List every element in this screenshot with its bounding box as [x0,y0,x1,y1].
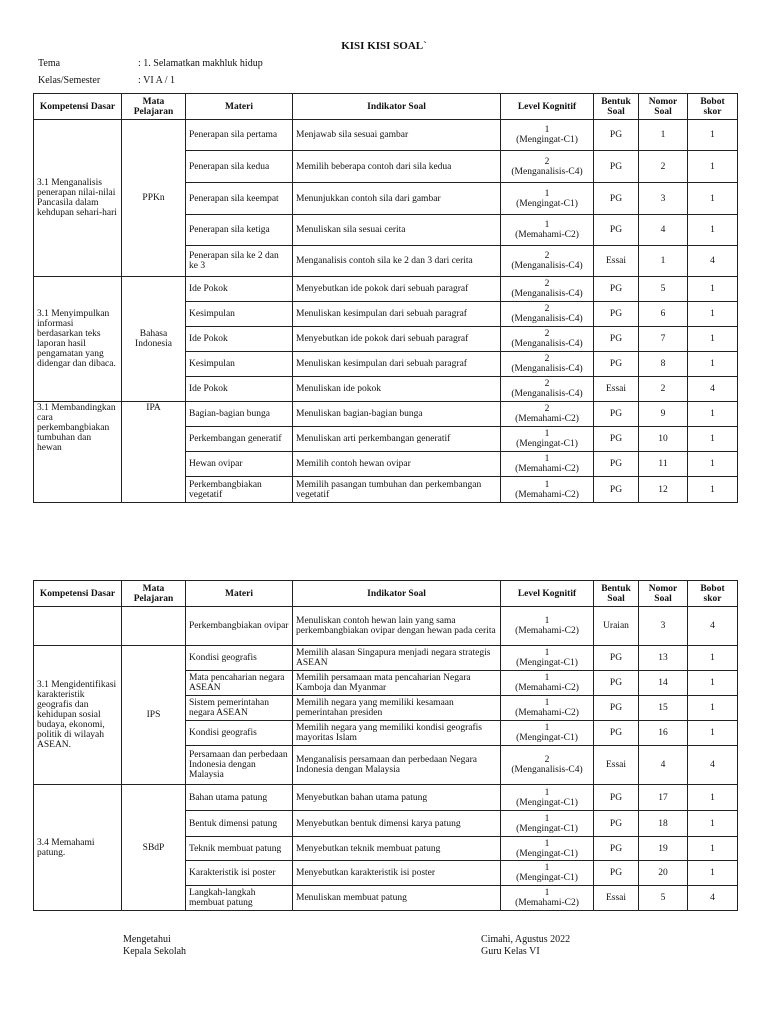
indikator-soal-cell: Memilih negara yang memiliki kondisi geografis mayoritas Islam [293,721,501,746]
level-kognitif-cell: 1 (Memahami-C2) [501,607,594,646]
indikator-soal-cell: Memilih persamaan mata pencaharian Negara Kamboja dan Myanmar [293,671,501,696]
materi-cell: Bahan utama patung [186,785,293,811]
materi-cell: Hewan ovipar [186,452,293,477]
meta-label: Kelas/Semester [38,75,101,86]
nomor-soal-cell: 3 [639,183,688,215]
bentuk-soal-cell: PG [594,837,639,861]
mata-pelajaran-cell: PPKn [122,120,186,277]
indikator-soal-cell: Memilih pasangan tumbuhan dan perkembangan vegetatif [293,477,501,503]
signature-right-line1: Cimahi, Agustus 2022 [481,934,571,945]
bentuk-soal-cell: PG [594,277,639,302]
level-kognitif-cell: 1 (Memahami-C2) [501,215,594,246]
bobot-skor-cell: 1 [688,277,738,302]
bentuk-soal-cell: PG [594,427,639,452]
nomor-soal-cell: 20 [639,861,688,886]
column-header: Mata Pelajaran [122,94,186,120]
indikator-soal-cell: Menuliskan kesimpulan dari sebuah paragraf [293,302,501,327]
bobot-skor-cell: 1 [688,646,738,671]
nomor-soal-cell: 10 [639,427,688,452]
nomor-soal-cell: 16 [639,721,688,746]
indikator-soal-cell: Menunjukkan contoh sila dari gambar [293,183,501,215]
level-kognitif-cell: 1 (Mengingat-C1) [501,837,594,861]
level-kognitif-cell: 2 (Menganalisis-C4) [501,377,594,402]
nomor-soal-cell: 15 [639,696,688,721]
bobot-skor-cell: 1 [688,696,738,721]
column-header: Indikator Soal [293,581,501,607]
nomor-soal-cell: 19 [639,837,688,861]
bentuk-soal-cell: PG [594,402,639,427]
nomor-soal-cell: 1 [639,120,688,151]
column-header: Nomor Soal [639,581,688,607]
materi-cell: Mata pencaharian negara ASEAN [186,671,293,696]
signature-left-line1: Mengetahui [123,934,171,945]
indikator-soal-cell: Memilih beberapa contoh dari sila kedua [293,151,501,183]
bobot-skor-cell: 1 [688,151,738,183]
bentuk-soal-cell: Uraian [594,607,639,646]
bobot-skor-cell: 1 [688,785,738,811]
bobot-skor-cell: 1 [688,402,738,427]
column-header: Bentuk Soal [594,581,639,607]
materi-cell: Kondisi geografis [186,721,293,746]
nomor-soal-cell: 6 [639,302,688,327]
materi-cell: Penerapan sila ke 2 dan ke 3 [186,246,293,277]
nomor-soal-cell: 4 [639,746,688,785]
table-row [34,646,738,671]
kompetensi-dasar-cell [34,607,122,646]
materi-cell: Kesimpulan [186,302,293,327]
table-row [34,402,738,427]
bentuk-soal-cell: PG [594,861,639,886]
column-header: Bentuk Soal [594,94,639,120]
signature-right [481,934,570,958]
level-kognitif-cell: 1 (Mengingat-C1) [501,861,594,886]
indikator-soal-cell: Menyebutkan ide pokok dari sebuah paragraf [293,327,501,352]
level-kognitif-cell: 1 (Mengingat-C1) [501,721,594,746]
indikator-soal-cell: Menuliskan ide pokok [293,377,501,402]
bentuk-soal-cell: PG [594,120,639,151]
level-kognitif-cell: 2 (Menganalisis-C4) [501,302,594,327]
column-header: Mata Pelajaran [122,581,186,607]
indikator-soal-cell: Menuliskan kesimpulan dari sebuah paragraf [293,352,501,377]
table-row [34,277,738,302]
bobot-skor-cell: 1 [688,811,738,837]
nomor-soal-cell: 5 [639,277,688,302]
bobot-skor-cell: 1 [688,302,738,327]
column-header: Level Kognitif [501,94,594,120]
mata-pelajaran-cell [122,607,186,646]
nomor-soal-cell: 8 [639,352,688,377]
materi-cell: Ide Pokok [186,327,293,352]
materi-cell: Ide Pokok [186,377,293,402]
level-kognitif-cell: 1 (Mengingat-C1) [501,120,594,151]
nomor-soal-cell: 9 [639,402,688,427]
nomor-soal-cell: 18 [639,811,688,837]
signature-left-line2: Kepala Sekolah [123,946,187,957]
nomor-soal-cell: 12 [639,477,688,503]
bentuk-soal-cell: Essai [594,746,639,785]
level-kognitif-cell: 1 (Mengingat-C1) [501,646,594,671]
materi-cell: Kondisi geografis [186,646,293,671]
nomor-soal-cell: 2 [639,151,688,183]
table-header-row [34,581,738,607]
materi-cell: Teknik membuat patung [186,837,293,861]
indikator-soal-cell: Memilih alasan Singapura menjadi negara strategis ASEAN [293,646,501,671]
level-kognitif-cell: 1 (Mengingat-C1) [501,811,594,837]
bobot-skor-cell: 1 [688,183,738,215]
meta-value: : 1. Selamatkan makhluk hidup [138,58,263,69]
nomor-soal-cell: 11 [639,452,688,477]
nomor-soal-cell: 13 [639,646,688,671]
bentuk-soal-cell: PG [594,151,639,183]
indikator-soal-cell: Menganalisis persamaan dan perbedaan Negara Indonesia dengan Malaysia [293,746,501,785]
bobot-skor-cell: 4 [688,246,738,277]
column-header: Indikator Soal [293,94,501,120]
indikator-soal-cell: Menyebutkan ide pokok dari sebuah paragraf [293,277,501,302]
column-header: Kompetensi Dasar [34,94,122,120]
bentuk-soal-cell: PG [594,646,639,671]
column-header: Bobot skor [688,581,738,607]
level-kognitif-cell: 1 (Mengingat-C1) [501,183,594,215]
table-row [34,607,738,646]
indikator-soal-cell: Memilih contoh hewan ovipar [293,452,501,477]
level-kognitif-cell: 2 (Memahami-C2) [501,402,594,427]
bentuk-soal-cell: Essai [594,246,639,277]
column-header: Materi [186,581,293,607]
kompetensi-dasar-cell: 3.1 Membandingkan cara perkembangbiakan tumbuhan dan hewan [34,402,122,503]
bentuk-soal-cell: PG [594,671,639,696]
level-kognitif-cell: 1 (Memahami-C2) [501,696,594,721]
level-kognitif-cell: 1 (Mengingat-C1) [501,427,594,452]
signature-left [123,934,186,958]
materi-cell: Penerapan sila ketiga [186,215,293,246]
indikator-soal-cell: Menuliskan membuat patung [293,886,501,911]
signature-right-line2: Guru Kelas VI [481,946,540,957]
bentuk-soal-cell: Essai [594,886,639,911]
mata-pelajaran-cell: SBdP [122,785,186,911]
kompetensi-dasar-cell: 3.4 Memahami patung. [34,785,122,911]
bobot-skor-cell: 1 [688,327,738,352]
materi-cell: Sistem pemerintahan negara ASEAN [186,696,293,721]
indikator-soal-cell: Menuliskan contoh hewan lain yang sama perkembangbiakan ovipar dengan hewan pada cerita [293,607,501,646]
table-body [34,607,738,911]
bentuk-soal-cell: PG [594,302,639,327]
indikator-soal-cell: Menyebutkan bahan utama patung [293,785,501,811]
column-header: Kompetensi Dasar [34,581,122,607]
materi-cell: Bentuk dimensi patung [186,811,293,837]
bentuk-soal-cell: PG [594,785,639,811]
materi-cell: Langkah-langkah membuat patung [186,886,293,911]
materi-cell: Penerapan sila pertama [186,120,293,151]
column-header: Materi [186,94,293,120]
indikator-soal-cell: Menyebutkan bentuk dimensi karya patung [293,811,501,837]
bobot-skor-cell: 1 [688,721,738,746]
meta-label: Tema [38,58,61,69]
bobot-skor-cell: 1 [688,861,738,886]
bobot-skor-cell: 1 [688,452,738,477]
mata-pelajaran-cell: IPS [122,646,186,785]
nomor-soal-cell: 2 [639,377,688,402]
materi-cell: Penerapan sila keempat [186,183,293,215]
level-kognitif-cell: 2 (Menganalisis-C4) [501,151,594,183]
column-header: Nomor Soal [639,94,688,120]
indikator-soal-cell: Menyebutkan karakteristik isi poster [293,861,501,886]
bobot-skor-cell: 1 [688,120,738,151]
bobot-skor-cell: 4 [688,746,738,785]
kompetensi-dasar-cell: 3.1 Menyimpulkan informasi berdasarkan teks laporan hasil pengamatan yang didengar dan dibaca. [34,277,122,402]
table-body [34,120,738,503]
nomor-soal-cell: 14 [639,671,688,696]
indikator-soal-cell: Menuliskan sila sesuai cerita [293,215,501,246]
indikator-soal-cell: Menuliskan arti perkembangan generatif [293,427,501,452]
bentuk-soal-cell: PG [594,452,639,477]
bobot-skor-cell: 4 [688,377,738,402]
nomor-soal-cell: 17 [639,785,688,811]
bobot-skor-cell: 1 [688,352,738,377]
kisi-kisi-table-1 [33,93,738,503]
bentuk-soal-cell: Essai [594,377,639,402]
materi-cell: Perkembangan generatif [186,427,293,452]
bobot-skor-cell: 1 [688,477,738,503]
materi-cell: Perkembangbiakan vegetatif [186,477,293,503]
mata-pelajaran-cell: Bahasa Indonesia [122,277,186,402]
bentuk-soal-cell: PG [594,721,639,746]
bentuk-soal-cell: PG [594,477,639,503]
bentuk-soal-cell: PG [594,811,639,837]
bobot-skor-cell: 4 [688,886,738,911]
meta-value: : VI A / 1 [138,75,176,86]
indikator-soal-cell: Menjawab sila sesuai gambar [293,120,501,151]
materi-cell: Perkembangbiakan ovipar [186,607,293,646]
bentuk-soal-cell: PG [594,215,639,246]
level-kognitif-cell: 2 (Menganalisis-C4) [501,746,594,785]
indikator-soal-cell: Menuliskan bagian-bagian bunga [293,402,501,427]
materi-cell: Bagian-bagian bunga [186,402,293,427]
bobot-skor-cell: 1 [688,671,738,696]
nomor-soal-cell: 4 [639,215,688,246]
kompetensi-dasar-cell: 3.1 Mengidentifikasi karakteristik geografis dan kehidupan sosial budaya, ekonomi, politik di wilayah ASEAN. [34,646,122,785]
level-kognitif-cell: 1 (Memahami-C2) [501,671,594,696]
kompetensi-dasar-cell: 3.1 Menganalisis penerapan nilai-nilai Pancasila dalam kehdupan sehari-hari [34,120,122,277]
bobot-skor-cell: 1 [688,215,738,246]
materi-cell: Kesimpulan [186,352,293,377]
materi-cell: Ide Pokok [186,277,293,302]
table-header-row [34,94,738,120]
nomor-soal-cell: 1 [639,246,688,277]
document-title: KISI KISI SOAL` [341,40,427,52]
kisi-kisi-table-2 [33,580,738,911]
column-header: Level Kognitif [501,581,594,607]
bobot-skor-cell: 4 [688,607,738,646]
mata-pelajaran-cell: IPA [122,402,186,503]
table-row [34,785,738,811]
nomor-soal-cell: 5 [639,886,688,911]
bentuk-soal-cell: PG [594,327,639,352]
indikator-soal-cell: Menyebutkan teknik membuat patung [293,837,501,861]
level-kognitif-cell: 2 (Menganalisis-C4) [501,327,594,352]
bentuk-soal-cell: PG [594,696,639,721]
bobot-skor-cell: 1 [688,427,738,452]
bentuk-soal-cell: PG [594,352,639,377]
level-kognitif-cell: 1 (Memahami-C2) [501,477,594,503]
level-kognitif-cell: 2 (Menganalisis-C4) [501,246,594,277]
materi-cell: Penerapan sila kedua [186,151,293,183]
materi-cell: Persamaan dan perbedaan Indonesia dengan Malaysia [186,746,293,785]
level-kognitif-cell: 1 (Memahami-C2) [501,452,594,477]
materi-cell: Karakteristik isi poster [186,861,293,886]
bobot-skor-cell: 1 [688,837,738,861]
level-kognitif-cell: 1 (Memahami-C2) [501,886,594,911]
indikator-soal-cell: Menganalisis contoh sila ke 2 dan 3 dari cerita [293,246,501,277]
column-header: Bobot skor [688,94,738,120]
level-kognitif-cell: 1 (Mengingat-C1) [501,785,594,811]
bentuk-soal-cell: PG [594,183,639,215]
level-kognitif-cell: 2 (Menganalisis-C4) [501,352,594,377]
indikator-soal-cell: Memilih negara yang memiliki kesamaan pemerintahan presiden [293,696,501,721]
nomor-soal-cell: 3 [639,607,688,646]
nomor-soal-cell: 7 [639,327,688,352]
table-row [34,120,738,151]
level-kognitif-cell: 2 (Menganalisis-C4) [501,277,594,302]
